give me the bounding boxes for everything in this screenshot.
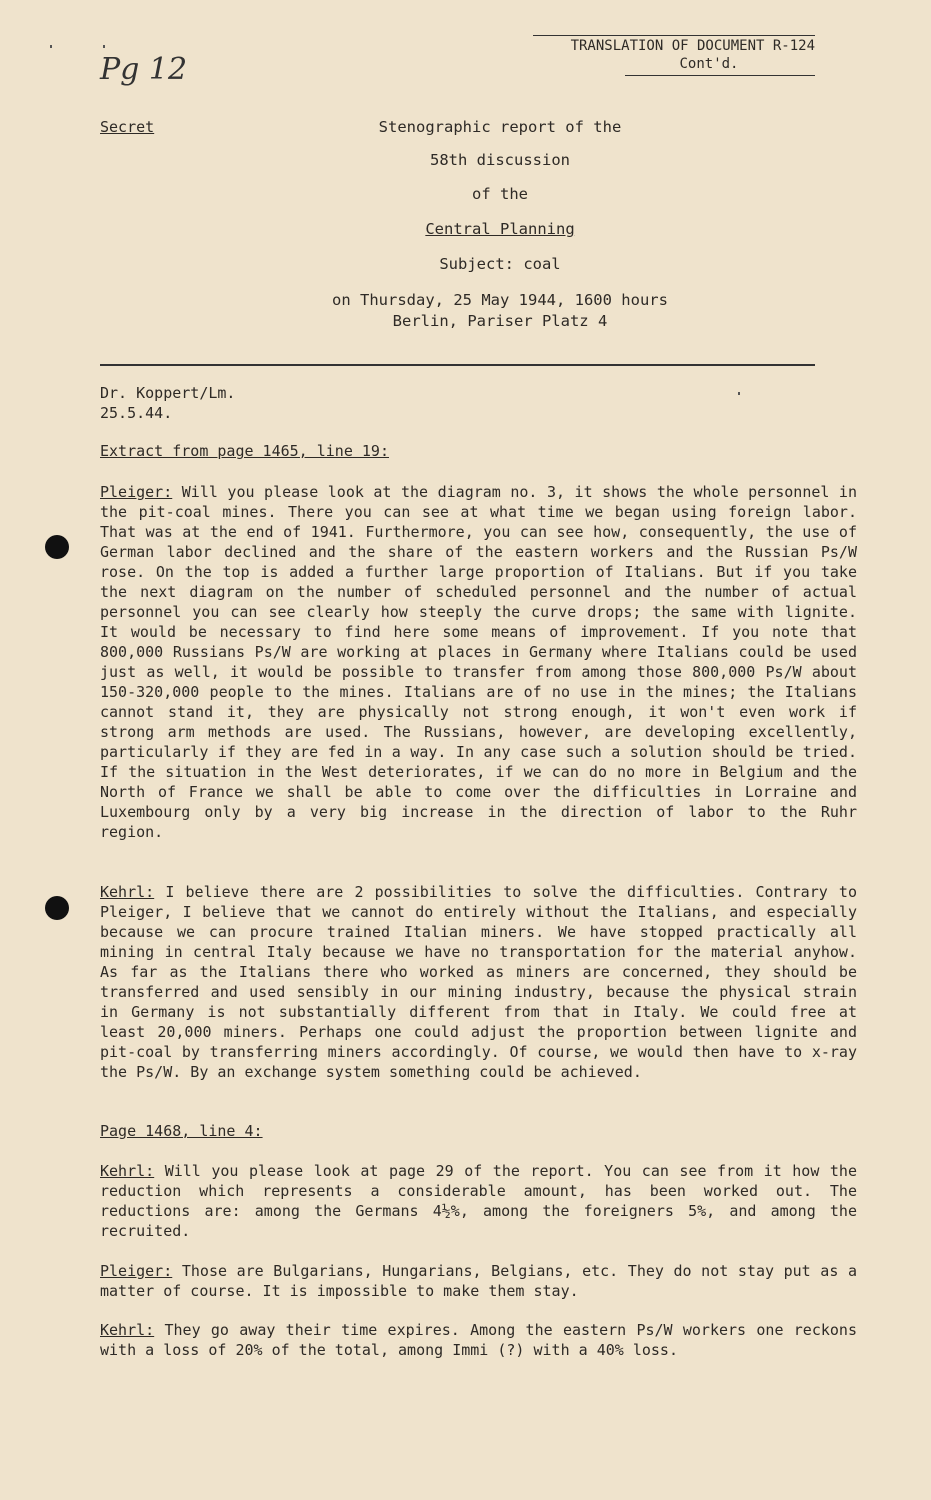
title-line-3: of the [472, 185, 528, 203]
header-bottom-rule [625, 75, 815, 76]
title-line-2: 58th discussion [430, 151, 570, 169]
page-reference: Page 1468, line 4: [100, 1122, 263, 1140]
handwritten-page-note: Pg 12 [100, 52, 188, 87]
paragraph-kehrl-2 [100, 1161, 857, 1241]
separator-rule [100, 364, 815, 366]
punch-hole [45, 896, 69, 920]
paragraph-kehrl-3 [100, 1320, 857, 1360]
document-header [533, 35, 815, 76]
classification-label: Secret [100, 118, 155, 136]
paragraph-kehrl-1 [100, 882, 857, 1082]
paragraph-text: Will you please look at the diagram no. 3, it shows the whole personnel in the pit-coal mines. There you can see at what time we began using foreign labor. That was at the end of 1941. Furthermore, you can see how, consequently, the use of German labor declined and the share of the eastern workers and the Russian Ps/W rose. On the top is added a further large proportion of Italians. But if you take the next diagram on the number of scheduled personnel and the number of actual personnel you can see clearly how steeply the curve drops; the same with lignite. It would be necessary to find here some means of improvement. If you note that 800,000 Russians Ps/W are working at places in Germany where Italians could be used just as well, it would be possible to transfer from among those 800,000 Ps/W about 150-320,000 people to the mines. Italians are of no use in the mines; the Italians cannot stand it, they are physically not strong enough, it won't even work if strong arm methods are used. The Russians, however, are developing excellently, particularly if they are fed in a way. In any case such a solution should be tried. If the situation in the West deteriorates, if we can do no more in Belgium and the North of France we shall be able to come over the difficulties in Lorraine and Luxembourg only by a very big increase in the direction of labor to the Ruhr region. [100, 483, 857, 841]
translation-line: TRANSLATION OF DOCUMENT R-124 [570, 38, 815, 54]
paper-mark [103, 45, 105, 48]
paragraph-text: They go away their time expires. Among the eastern Ps/W workers one reckons with a loss of 20% of the total, among Immi (?) with a 40% loss. [100, 1321, 857, 1359]
subject-line: Subject: coal [439, 255, 561, 273]
title-line-4 [250, 220, 750, 238]
speaker-name: Kehrl: [100, 1162, 155, 1180]
paragraph-pleiger-2 [100, 1261, 857, 1301]
header-top-rule [533, 35, 815, 36]
paragraph-pleiger-1 [100, 482, 857, 842]
speaker-name: Pleiger: [100, 483, 173, 501]
meta-date: 25.5.44. [100, 404, 173, 422]
punch-hole [45, 535, 69, 559]
title-line-1: Stenographic report of the [378, 118, 622, 136]
paper-mark [50, 45, 52, 48]
speaker-name: Kehrl: [100, 883, 155, 901]
speaker-name: Pleiger: [100, 1262, 173, 1280]
paragraph-text: Those are Bulgarians, Hungarians, Belgians, etc. They do not stay put as a matter of course. It is impossible to make them stay. [100, 1262, 857, 1300]
continued-label: Cont'd. [679, 56, 739, 72]
paper-mark [738, 392, 740, 395]
meta-block [100, 383, 235, 423]
speaker-name: Kehrl: [100, 1321, 155, 1339]
paragraph-text: I believe there are 2 possibilities to solve the difficulties. Contrary to Pleiger, I believe that we cannot do entirely without the Italians, and especially because we can procure trained Italian miners. We have stopped practically all mining in central Italy because we have no transportation for the material anyhow. As far as the Italians there who worked as miners are concerned, they should be transferred and used sensibly in our mining industry, because the physical strain in Germany is not substantially different from that in Italy. We could free at least 20,000 miners. Perhaps one could adjust the proportion between lignite and pit-coal by transferring miners accordingly. Of course, we would then have to x-ray the Ps/W. By an exchange system something could be achieved. [100, 883, 857, 1081]
paragraph-text: Will you please look at page 29 of the report. You can see from it how the reduction which represents a considerable amount, has been worked out. The reductions are: among the Germans 4½%, among the foreigners 5%, and among the recruited. [100, 1162, 857, 1240]
author-line: Dr. Koppert/Lm. [100, 384, 236, 402]
date-line: on Thursday, 25 May 1944, 1600 hours [332, 291, 668, 309]
extract-heading: Extract from page 1465, line 19: [100, 442, 389, 460]
central-planning-title: Central Planning [425, 220, 575, 238]
location-line: Berlin, Pariser Platz 4 [392, 312, 608, 330]
